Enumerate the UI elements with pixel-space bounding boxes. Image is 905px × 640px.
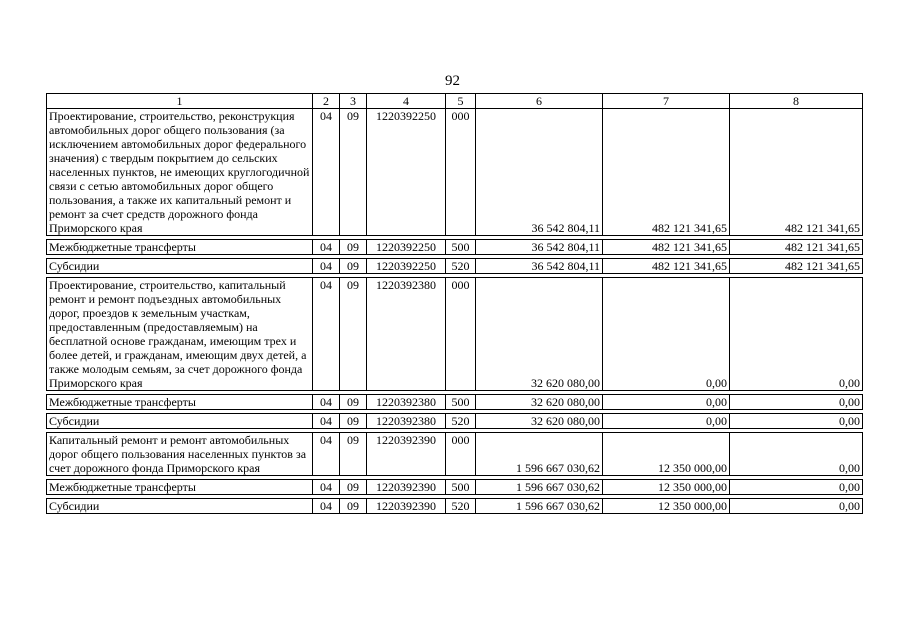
row-amount-6: 36 542 804,11	[476, 240, 603, 255]
row-expense-type: 520	[446, 414, 476, 429]
row-amount-7: 12 350 000,00	[603, 433, 730, 476]
row-target-code: 1220392390	[367, 433, 446, 476]
header-col-2: 2	[313, 94, 340, 109]
row-amount-7: 482 121 341,65	[603, 109, 730, 236]
row-subsection: 09	[340, 259, 367, 274]
header-col-1: 1	[47, 94, 313, 109]
row-target-code: 1220392380	[367, 395, 446, 410]
row-section: 04	[313, 480, 340, 495]
row-amount-8: 0,00	[730, 395, 863, 410]
header-col-8: 8	[730, 94, 863, 109]
row-target-code: 1220392390	[367, 480, 446, 495]
row-subsection: 09	[340, 499, 367, 514]
page-number: 92	[445, 73, 460, 89]
row-subsection: 09	[340, 240, 367, 255]
header-col-4: 4	[367, 94, 446, 109]
header-col-6: 6	[476, 94, 603, 109]
row-amount-6: 32 620 080,00	[476, 414, 603, 429]
row-expense-type: 000	[446, 109, 476, 236]
row-amount-6: 32 620 080,00	[476, 278, 603, 391]
row-name: Субсидии	[47, 414, 313, 429]
row-amount-8: 0,00	[730, 414, 863, 429]
row-target-code: 1220392390	[367, 499, 446, 514]
row-amount-7: 482 121 341,65	[603, 259, 730, 274]
row-target-code: 1220392250	[367, 109, 446, 236]
row-target-code: 1220392380	[367, 278, 446, 391]
budget-table	[46, 93, 863, 514]
row-amount-8: 482 121 341,65	[730, 109, 863, 236]
row-expense-type: 500	[446, 240, 476, 255]
header-row	[47, 94, 863, 109]
row-amount-6: 1 596 667 030,62	[476, 433, 603, 476]
row-name: Капитальный ремонт и ремонт автомобильных дорог общего пользования населенных пунктов за счет дорожного фонда Приморского края	[47, 433, 313, 476]
row-name: Субсидии	[47, 259, 313, 274]
row-amount-7: 0,00	[603, 395, 730, 410]
row-expense-type: 000	[446, 278, 476, 391]
row-expense-type: 500	[446, 480, 476, 495]
row-amount-6: 1 596 667 030,62	[476, 480, 603, 495]
row-section: 04	[313, 278, 340, 391]
row-subsection: 09	[340, 278, 367, 391]
row-amount-8: 482 121 341,65	[730, 240, 863, 255]
row-name: Проектирование, строительство, капитальный ремонт и ремонт подъездных автомобильных дорог, проездов к земельным участкам, предоставленным (предоставляемым) на бесплатной основе гражданам, имеющим трех и более детей, и гражданам, имеющим двух детей, а также молодым семьям, за счет дорожного фонда Приморского края	[47, 278, 313, 391]
table-row	[47, 278, 863, 391]
row-amount-7: 12 350 000,00	[603, 480, 730, 495]
table-row	[47, 499, 863, 514]
row-amount-7: 0,00	[603, 278, 730, 391]
table-row	[47, 414, 863, 429]
row-amount-8: 0,00	[730, 480, 863, 495]
row-subsection: 09	[340, 480, 367, 495]
row-subsection: 09	[340, 109, 367, 236]
row-amount-6: 36 542 804,11	[476, 259, 603, 274]
row-subsection: 09	[340, 414, 367, 429]
row-amount-8: 0,00	[730, 499, 863, 514]
row-target-code: 1220392250	[367, 259, 446, 274]
row-amount-8: 0,00	[730, 433, 863, 476]
row-expense-type: 000	[446, 433, 476, 476]
table-row	[47, 109, 863, 236]
row-name: Проектирование, строительство, реконструкция автомобильных дорог общего пользования (за исключением автомобильных дорог федерального значения) с твердым покрытием до сельских населенных пунктов, не имеющих круглогодичной связи с сетью автомобильных дорог общего пользования, а также их капитальный ремонт и ремонт за счет средств дорожного фонда Приморского края	[47, 109, 313, 236]
row-subsection: 09	[340, 433, 367, 476]
row-section: 04	[313, 395, 340, 410]
row-target-code: 1220392380	[367, 414, 446, 429]
row-amount-8: 482 121 341,65	[730, 259, 863, 274]
row-section: 04	[313, 259, 340, 274]
row-section: 04	[313, 414, 340, 429]
header-col-7: 7	[603, 94, 730, 109]
row-expense-type: 520	[446, 259, 476, 274]
row-section: 04	[313, 240, 340, 255]
row-section: 04	[313, 109, 340, 236]
row-section: 04	[313, 499, 340, 514]
header-col-3: 3	[340, 94, 367, 109]
row-name: Субсидии	[47, 499, 313, 514]
row-subsection: 09	[340, 395, 367, 410]
row-amount-6: 36 542 804,11	[476, 109, 603, 236]
row-name: Межбюджетные трансферты	[47, 395, 313, 410]
row-amount-7: 482 121 341,65	[603, 240, 730, 255]
header-col-5: 5	[446, 94, 476, 109]
row-target-code: 1220392250	[367, 240, 446, 255]
row-name: Межбюджетные трансферты	[47, 480, 313, 495]
row-amount-8: 0,00	[730, 278, 863, 391]
table-row	[47, 240, 863, 255]
row-expense-type: 520	[446, 499, 476, 514]
row-name: Межбюджетные трансферты	[47, 240, 313, 255]
table-row	[47, 433, 863, 476]
table-row	[47, 395, 863, 410]
row-expense-type: 500	[446, 395, 476, 410]
row-amount-7: 12 350 000,00	[603, 499, 730, 514]
row-section: 04	[313, 433, 340, 476]
row-amount-6: 32 620 080,00	[476, 395, 603, 410]
row-amount-6: 1 596 667 030,62	[476, 499, 603, 514]
row-amount-7: 0,00	[603, 414, 730, 429]
table-row	[47, 480, 863, 495]
table-row	[47, 259, 863, 274]
